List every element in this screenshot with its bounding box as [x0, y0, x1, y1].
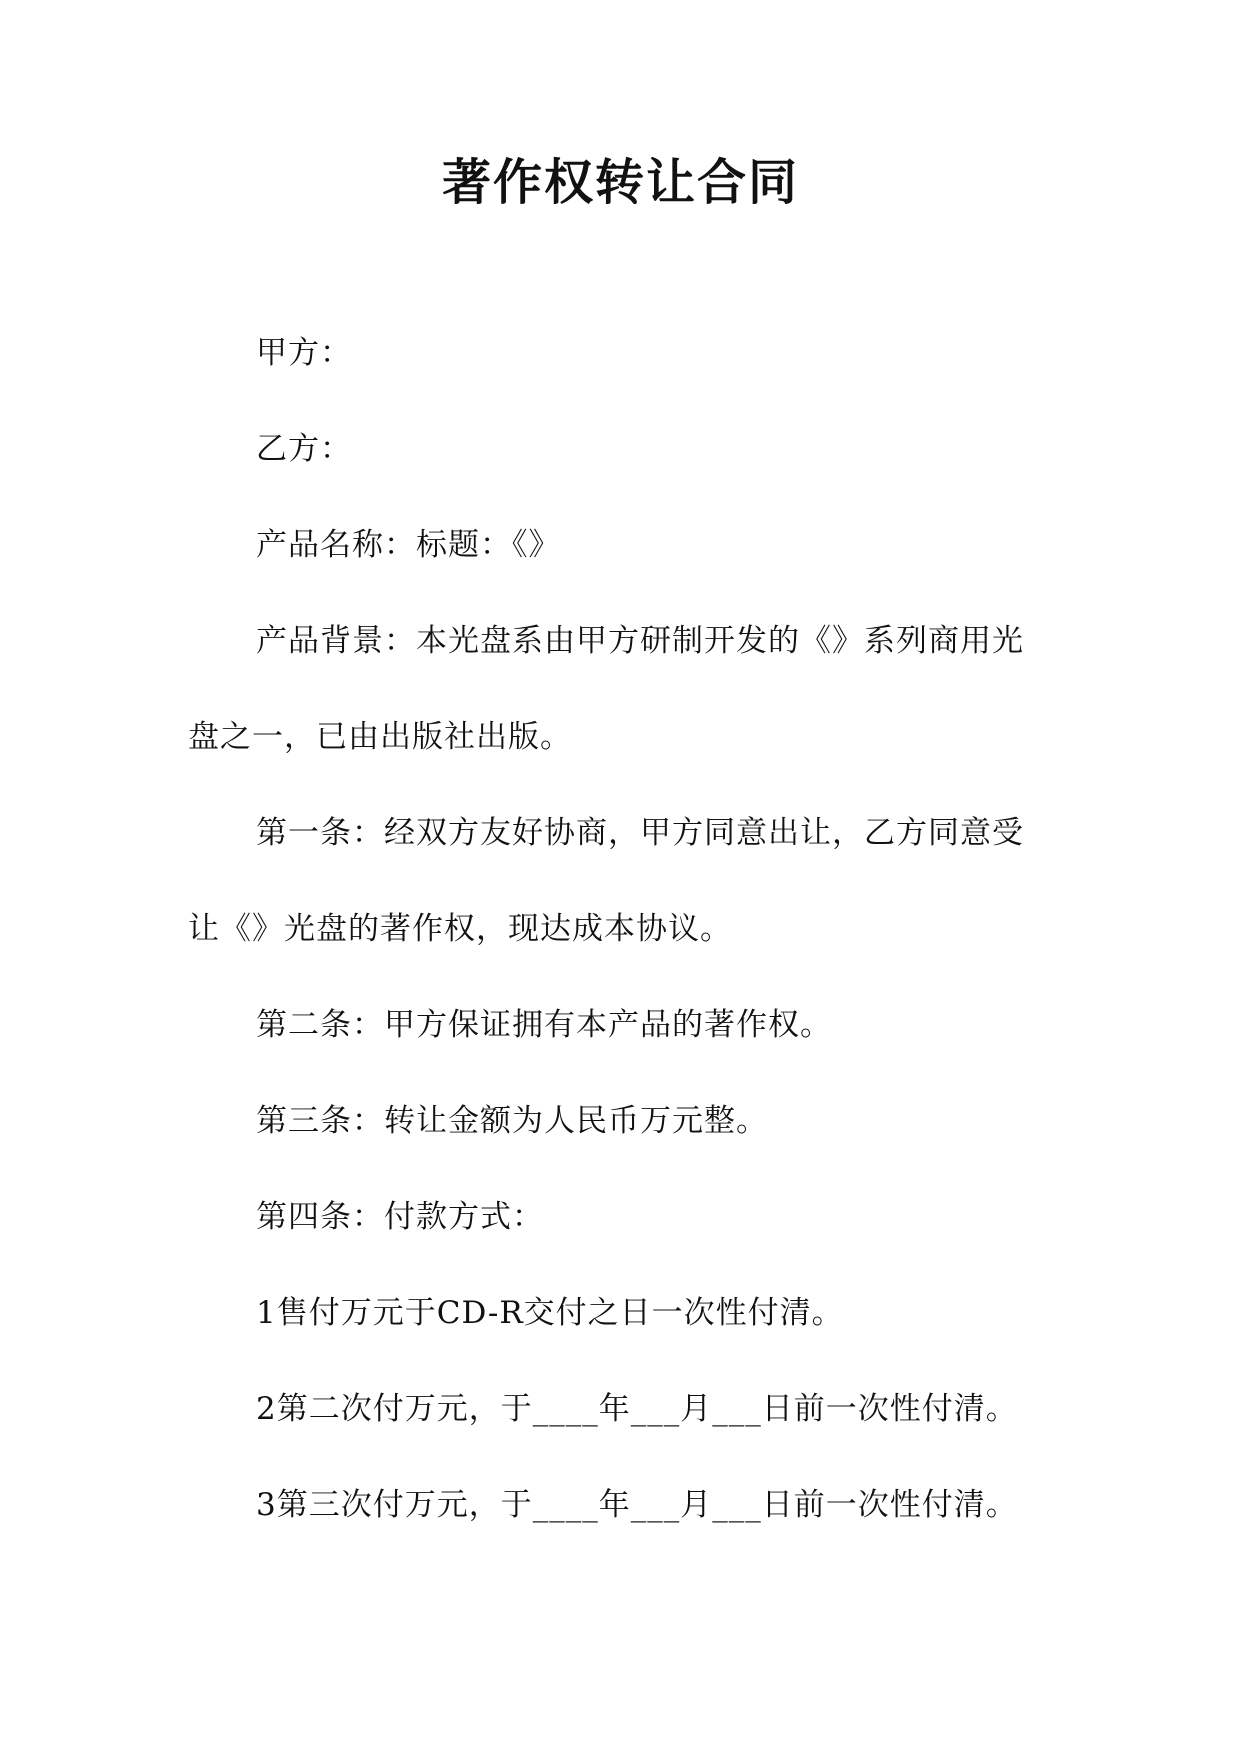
- document-title: 著作权转让合同: [441, 154, 799, 211]
- document-body: [188, 305, 1038, 1553]
- article-1-paragraph: 第一条：经双方友好协商，甲方同意出让，乙方同意受让《》光盘的著作权，现达成本协议。: [188, 815, 1024, 947]
- article-3-paragraph: 第三条：转让金额为人民币万元整。: [256, 1103, 768, 1139]
- party-b-line: 乙方：: [256, 431, 352, 467]
- party-a-line: 甲方：: [256, 335, 352, 371]
- product-name-line: 产品名称：标题：《》: [256, 527, 561, 563]
- payment-item-3: 3第三次付万元，于____年___月___日前一次性付清。: [256, 1487, 1018, 1523]
- payment-item-1: 1售付万元于CD-R交付之日一次性付清。: [256, 1295, 844, 1331]
- product-background-paragraph: 产品背景：本光盘系由甲方研制开发的《》系列商用光盘之一，已由出版社出版。: [188, 623, 1024, 755]
- article-2-paragraph: 第二条：甲方保证拥有本产品的著作权。: [256, 1007, 832, 1043]
- payment-item-2: 2第二次付万元，于____年___月___日前一次性付清。: [256, 1391, 1018, 1427]
- article-4-paragraph: 第四条：付款方式：: [256, 1199, 544, 1235]
